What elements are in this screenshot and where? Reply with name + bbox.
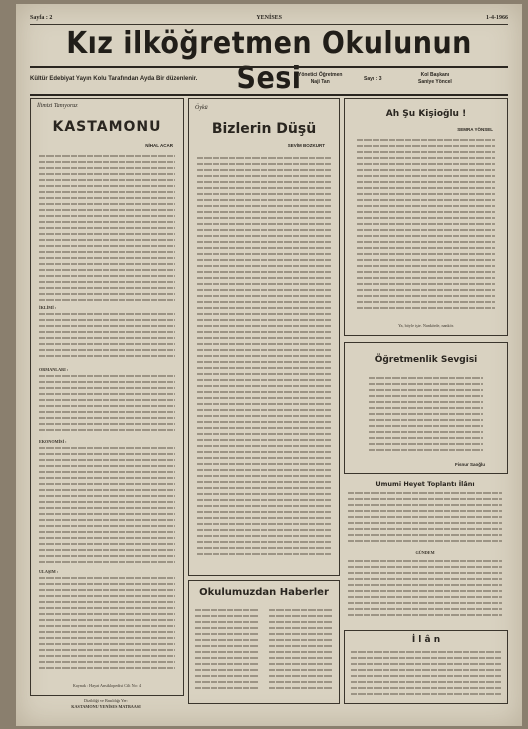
meeting-agenda: GÜNDEM	[415, 550, 435, 555]
section-forests: ORMANLARI :	[39, 367, 69, 372]
poem-box-1	[344, 98, 508, 336]
story-column	[188, 98, 340, 576]
article-title: KASTAMONU	[52, 119, 162, 135]
masthead-title: Kız ilköğretmen Okulunun Sesi	[66, 26, 472, 96]
issue-number: Sayı : 3	[364, 76, 382, 82]
ilan-box	[344, 630, 508, 704]
meeting-title: Umumi Heyet Toplantı İlânı	[375, 480, 475, 488]
article-byline: NİHAL ACAR	[145, 143, 173, 148]
poem1-last-line: Ya, böyle işte. Nankörde, nankör.	[398, 322, 454, 328]
poem1-title: Ah Şu Kişioğlu !	[385, 109, 467, 119]
story-text-block	[197, 157, 331, 567]
poem-box-2	[344, 342, 508, 474]
printer-note: Dizildiği ve Basıldığı Yer: KASTAMONU YENİSES MATBAASI	[71, 698, 141, 710]
section-transport: ULAŞIM :	[39, 569, 59, 574]
article-kicker: İlimizi Tanıyoruz	[37, 103, 78, 109]
article-source: Kaynak : Hayat Ansiklopedisi Cilt No: 4	[72, 682, 142, 688]
newspaper-page	[16, 4, 522, 726]
news-title: Okulumuzdan Haberler	[199, 587, 329, 598]
story-kicker: Öykü	[195, 105, 208, 111]
paper-name: YENİSES	[256, 15, 283, 21]
section-climate: İKLİMİ :	[39, 305, 57, 310]
article-text-block	[39, 155, 175, 305]
school-news-box	[188, 580, 340, 704]
issue-date: 1-4-1966	[486, 15, 508, 21]
president-info: Kol Başkanı Saniye Yöncel	[418, 72, 452, 85]
top-line	[30, 12, 508, 25]
masthead-subrow	[30, 66, 508, 96]
story-byline: SEVİM BOZKURT	[287, 143, 325, 148]
section-economy: EKONOMİSİ :	[39, 439, 67, 444]
editor-info: Yönetici Öğretmen Naji Tan	[298, 72, 343, 85]
tagline: Kültür Edebiyat Yayın Kolu Tarafından Ayda Bir düzenlenir.	[30, 76, 198, 82]
poem2-title: Öğretmenlik Sevgisi	[374, 355, 478, 365]
kastamonu-column	[30, 98, 184, 696]
poem2-author: Fisnur Saoğlu	[454, 462, 485, 467]
page-number: Sayfa : 2	[30, 15, 53, 21]
poem1-author: SEMRA YÖNSEL	[457, 127, 493, 132]
meeting-notice	[344, 480, 506, 624]
ilan-title: İ l â n	[411, 635, 441, 645]
story-title: Bizlerin Düşü	[211, 121, 317, 137]
